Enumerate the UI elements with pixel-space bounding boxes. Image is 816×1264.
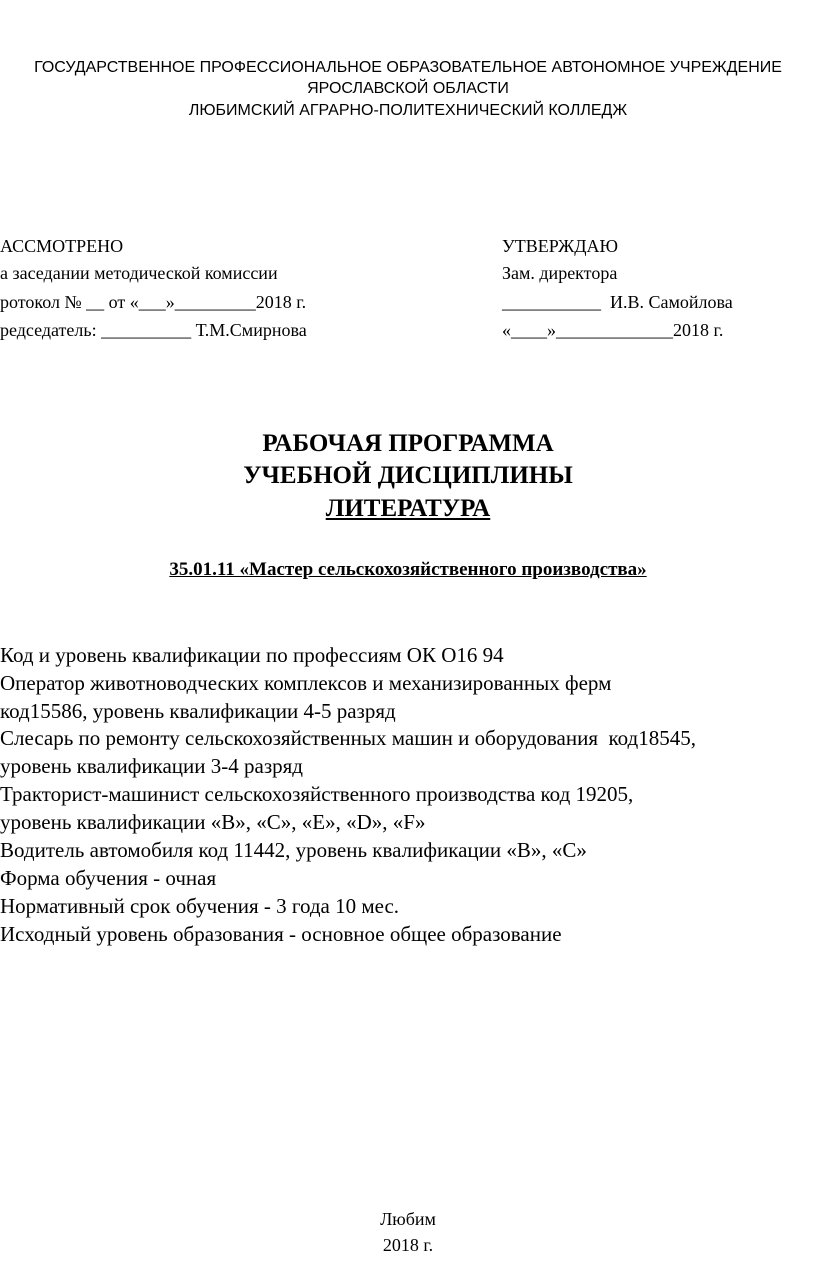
info-line: уровень квалификации 3-4 разряд	[0, 754, 303, 778]
approved-date: «____»_____________2018 г.	[502, 320, 724, 340]
approved-heading: УТВЕРЖДАЮ	[502, 236, 619, 256]
info-line: уровень квалификации «В», «С», «Е», «D», «F»	[0, 810, 426, 834]
document-title-line-1: РАБОЧАЯ ПРОГРАММА	[262, 430, 554, 457]
approved-position: Зам. директора	[502, 263, 618, 283]
reviewed-commission: а заседании методической комиссии	[0, 263, 278, 283]
info-line: Код и уровень квалификации по профессиям ОК О16 94	[0, 643, 504, 667]
info-line: код15586, уровень квалификации 4-5 разряд	[0, 699, 396, 723]
info-line: Форма обучения - очная	[0, 866, 217, 890]
specialty-code: 35.01.11 «Мастер сельскохозяйственного производства»	[169, 559, 647, 580]
institution-name-line-2: ЯРОСЛАВСКОЙ ОБЛАСТИ	[307, 80, 509, 97]
reviewed-heading: АССМОТРЕНО	[0, 236, 124, 256]
info-line: Исходный уровень образования - основное общее образование	[0, 922, 562, 946]
footer-year: 2018 г.	[382, 1235, 434, 1255]
approved-signature: ___________ И.В. Самойлова	[502, 292, 733, 312]
info-line: Оператор животноводческих комплексов и механизированных ферм	[0, 671, 612, 695]
reviewed-protocol: ротокол № __ от «___»_________2018 г.	[0, 292, 307, 312]
institution-name-line-3: ЛЮБИМСКИЙ АГРАРНО-ПОЛИТЕХНИЧЕСКИЙ КОЛЛЕДЖ	[188, 102, 628, 119]
discipline-name: ЛИТЕРАТУРА	[325, 495, 491, 522]
footer-city: Любим	[380, 1209, 436, 1229]
info-line: Нормативный срок обучения - 3 года 10 мес.	[0, 894, 400, 918]
document-title-line-2: УЧЕБНОЙ ДИСЦИПЛИНЫ	[243, 462, 573, 489]
info-line: Водитель автомобиля код 11442, уровень квалификации «В», «С»	[0, 838, 587, 862]
reviewed-chairman: редседатель: __________ Т.М.Смирнова	[0, 320, 307, 340]
institution-name-line-1: ГОСУДАРСТВЕННОЕ ПРОФЕССИОНАЛЬНОЕ ОБРАЗОВАТЕЛЬНОЕ АВТОНОМНОЕ УЧРЕЖДЕНИЕ	[34, 59, 782, 76]
info-line: Слесарь по ремонту сельскохозяйственных машин и оборудования код18545,	[0, 726, 696, 750]
info-line: Тракторист-машинист сельскохозяйственного производства код 19205,	[0, 782, 634, 806]
